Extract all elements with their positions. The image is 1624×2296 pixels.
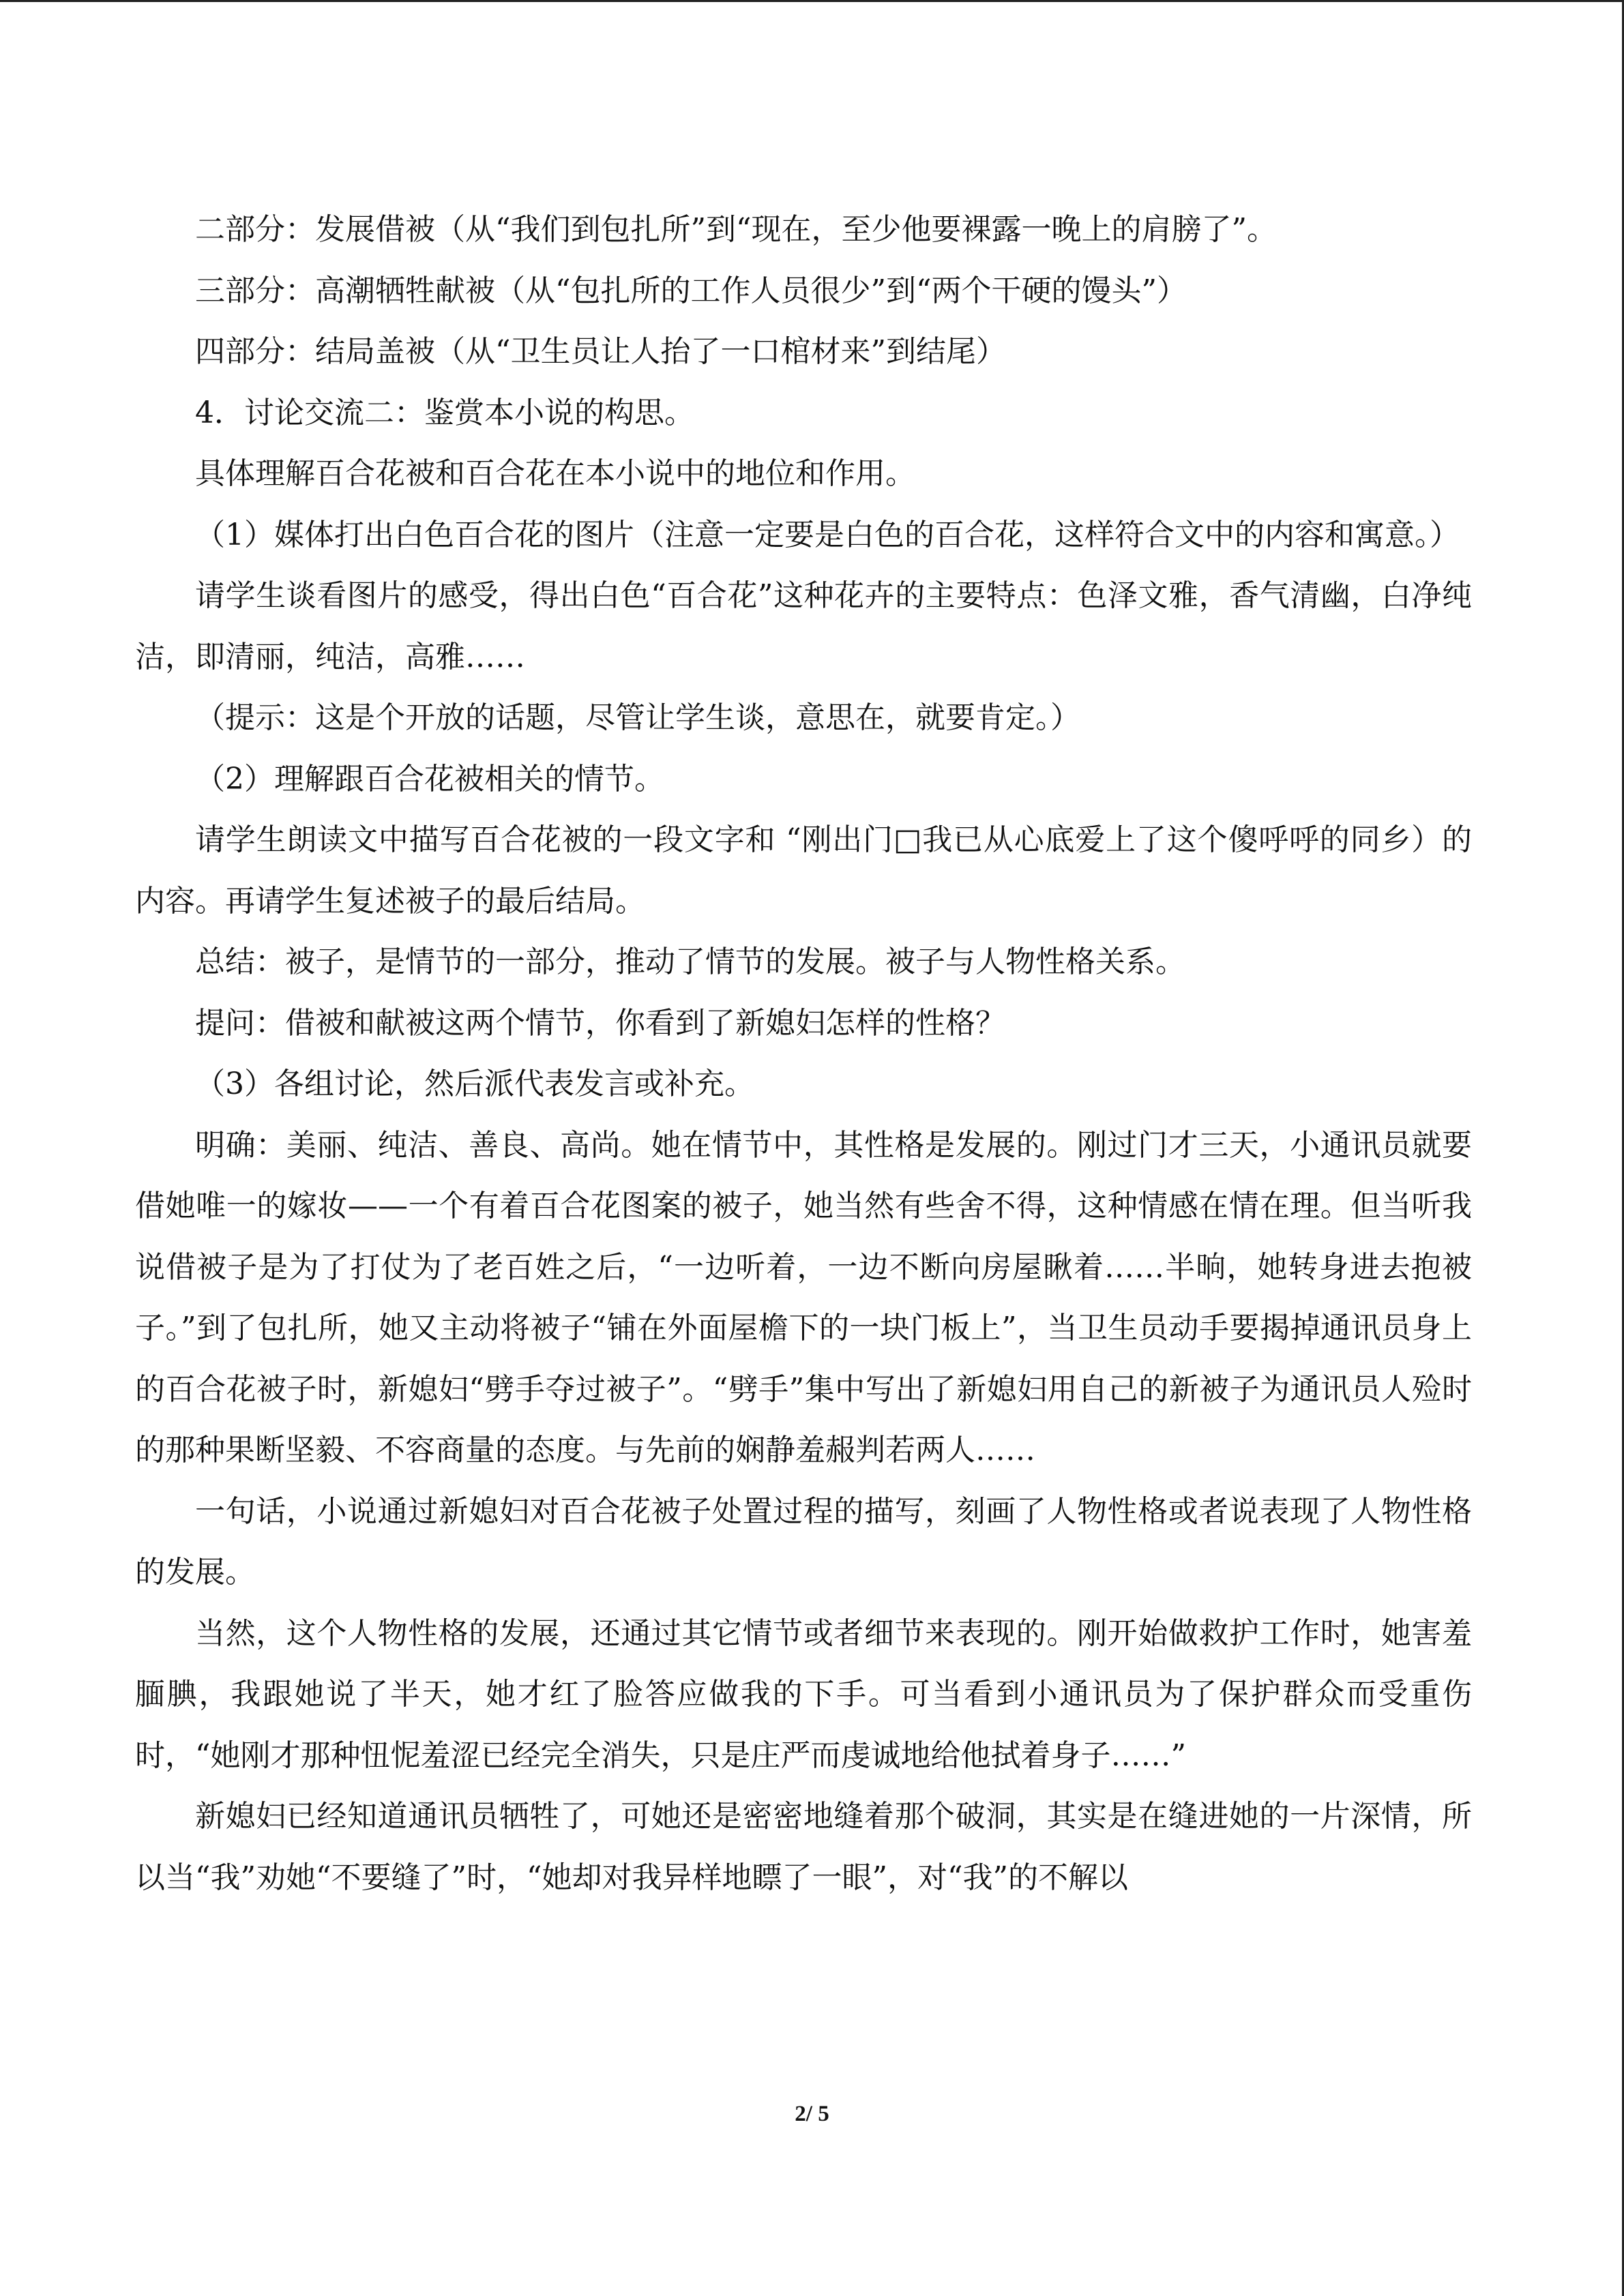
paragraph: （3）各组讨论，然后派代表发言或补充。 [195,1067,754,1101]
paragraph: 一句话，小说通过新媳妇对百合花被子处置过程的描写，刻画了人物性格或者说表现了人物性格的发展。 [135,1493,1472,1590]
paragraph: 具体理解百合花被和百合花在本小说中的地位和作用。 [195,456,915,491]
paragraph: 提问：借被和献被这两个情节，你看到了新媳妇怎样的性格？ [195,1005,1005,1041]
paragraph: 请学生谈看图片的感受，得出白色“百合花”这种花卉的主要特点：色泽文雅，香气清幽，白净纯洁，即清丽，纯洁，高雅…… [135,578,1472,674]
paragraph: （1）媒体打出白色百合花的图片（注意一定要是白色的百合花，这样符合文中的内容和寓意。） [195,517,1460,552]
paragraph: 请学生朗读文中描写百合花被的一段文字和 “刚出门□我已从心底爱上了这个傻呼呼的同乡）的内容。再请学生复述被子的最后结局。 [135,822,1472,919]
paragraph: （2）理解跟百合花被相关的情节。 [195,761,664,796]
paragraph: 总结：被子，是情节的一部分，推动了情节的发展。被子与人物性格关系。 [195,944,1185,979]
document-body [135,199,1472,1908]
paragraph: 明确：美丽、纯洁、善良、高尚。她在情节中，其性格是发展的。刚过门才三天，小通讯员就要借她唯一的嫁妆——一个有着百合花图案的被子，她当然有些舍不得，这种情感在情在理。但当听我说借被子是为了打仗为了老百姓之后，“一边听着，一边不断向房屋瞅着……半晌，她转身进去抱被子。”到了包扎所，她又主动将被子“铺在外面屋檐下的一块门板上”，当卫生员动手要揭掉通讯员身上的百合花被子时，新媳妇“劈手夺过被子”。“劈手”集中写出了新媳妇用自己的新被子为通讯员人殓时的那种果断坚毅、不容商量的态度。与先前的娴静羞赧判若两人…… [135,1127,1472,1467]
paragraph: （提示：这是个开放的话题，尽管让学生谈，意思在，就要肯定。） [195,700,1080,735]
paragraph: 二部分：发展借被（从“我们到包扎所”到“现在，至少他要裸露一晚上的肩膀了”。 [195,212,1277,247]
paragraph: 4．讨论交流二：鉴赏本小说的构思。 [195,395,694,430]
paragraph: 三部分：高潮牺牲献被（从“包扎所的工作人员很少”到“两个干硬的馒头”） [195,273,1187,308]
paragraph: 四部分：结局盖被（从“卫生员让人抬了一口棺材来”到结尾） [195,334,1006,369]
page-top-border [0,0,1624,2]
paragraph: 新媳妇已经知道通讯员牺牲了，可她还是密密地缝着那个破洞，其实是在缝进她的一片深情，所以当“我”劝她“不要缝了”时，“她却对我异样地瞟了一眼”，对“我”的不解以 [135,1799,1472,1895]
paragraph: 当然，这个人物性格的发展，还通过其它情节或者细节来表现的。刚开始做救护工作时，她害羞腼腆，我跟她说了半天，她才红了脸答应做我的下手。可当看到小通讯员为了保护群众而受重伤时，“她刚才那种忸怩羞涩已经完全消失，只是庄严而虔诚地给他拭着身子……” [135,1615,1472,1773]
page-number: 2/ 5 [795,2102,829,2126]
